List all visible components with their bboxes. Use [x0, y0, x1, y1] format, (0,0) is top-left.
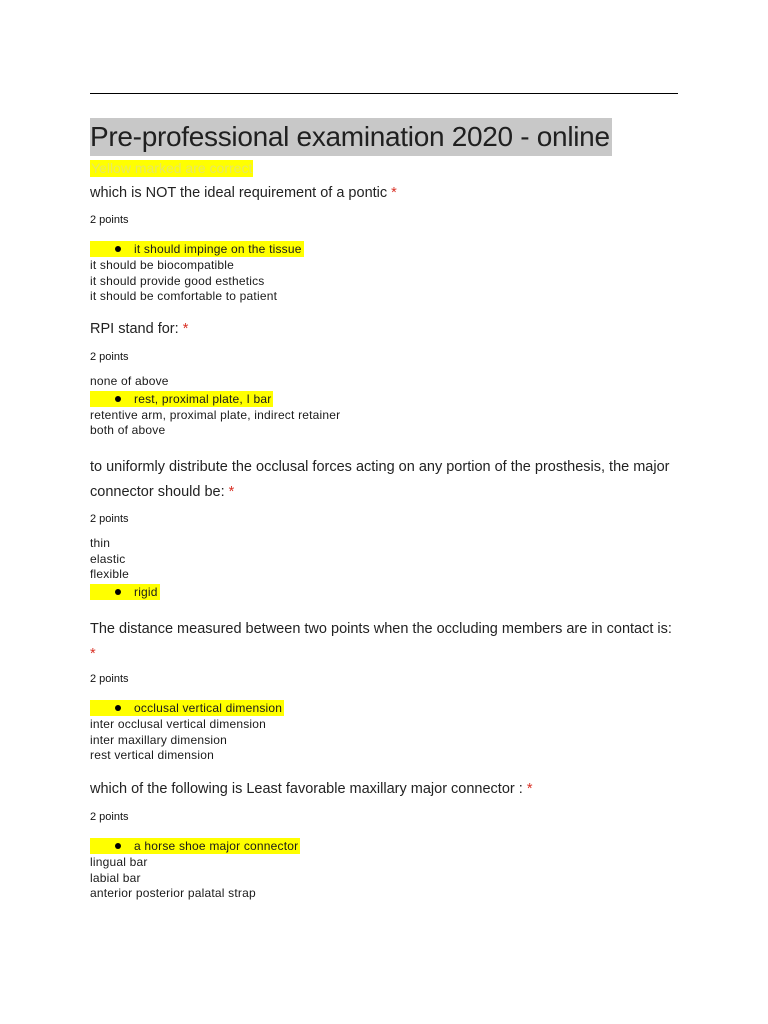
option-correct: rest, proximal plate, I bar	[90, 390, 678, 408]
option: rest vertical dimension	[90, 748, 214, 762]
required-asterisk: *	[228, 484, 235, 500]
option: retentive arm, proximal plate, indirect retainer	[90, 407, 341, 422]
question-4	[90, 617, 678, 762]
bullet-icon	[115, 246, 121, 252]
required-asterisk: *	[90, 646, 96, 662]
required-asterisk: *	[391, 185, 397, 201]
option-correct: occlusal vertical dimension	[90, 699, 678, 717]
option: lingual bar	[90, 855, 148, 869]
option: thin	[90, 536, 111, 550]
bullet-icon	[115, 396, 121, 402]
option: none of above	[90, 374, 169, 388]
question-text: which is NOT the ideal requirement of a pontic *	[90, 185, 397, 201]
option: flexible	[90, 567, 129, 581]
question-points: 2 points	[90, 513, 129, 525]
question-2	[90, 317, 678, 437]
option-list	[90, 374, 678, 439]
option-list	[90, 536, 678, 601]
option: inter occlusal vertical dimension	[90, 717, 267, 731]
option-list	[90, 699, 678, 764]
question-text: RPI stand for: *	[90, 321, 189, 337]
question-points: 2 points	[90, 811, 129, 823]
question-points: 2 points	[90, 351, 129, 363]
required-asterisk: *	[526, 781, 533, 797]
correct-answers-note: Yellow marked are correct	[91, 160, 253, 176]
question-text: The distance measured between two points when the occluding members are in contact is: *	[90, 621, 672, 662]
bullet-icon	[115, 589, 121, 595]
question-3	[90, 455, 678, 599]
option: inter maxillary dimension	[90, 732, 228, 747]
option: it should be comfortable to patient	[90, 289, 278, 303]
bullet-icon	[115, 843, 121, 849]
option: it should provide good esthetics	[90, 273, 265, 288]
document-title: Pre-professional examination 2020 - online	[90, 118, 612, 156]
required-asterisk: *	[182, 321, 189, 337]
option-correct: rigid	[90, 583, 678, 601]
option: labial bar	[90, 870, 141, 885]
question-text: to uniformly distribute the occlusal forces acting on any portion of the prosthesis, the major connector should be: *	[90, 459, 670, 500]
option-correct: it should impinge on the tissue	[90, 240, 678, 258]
question-points: 2 points	[90, 214, 129, 226]
top-divider	[90, 93, 678, 94]
option-list	[90, 240, 678, 305]
question-points: 2 points	[90, 673, 129, 685]
question-1	[90, 181, 678, 303]
question-5	[90, 777, 678, 900]
option: both of above	[90, 423, 166, 437]
option: elastic	[90, 551, 126, 566]
option: it should be biocompatible	[90, 258, 234, 272]
bullet-icon	[115, 705, 121, 711]
option-correct: a horse shoe major connector	[90, 837, 678, 855]
option-list	[90, 837, 678, 902]
question-text: which of the following is Least favorable maxillary major connector : *	[90, 781, 533, 797]
option: anterior posterior palatal strap	[90, 886, 256, 900]
